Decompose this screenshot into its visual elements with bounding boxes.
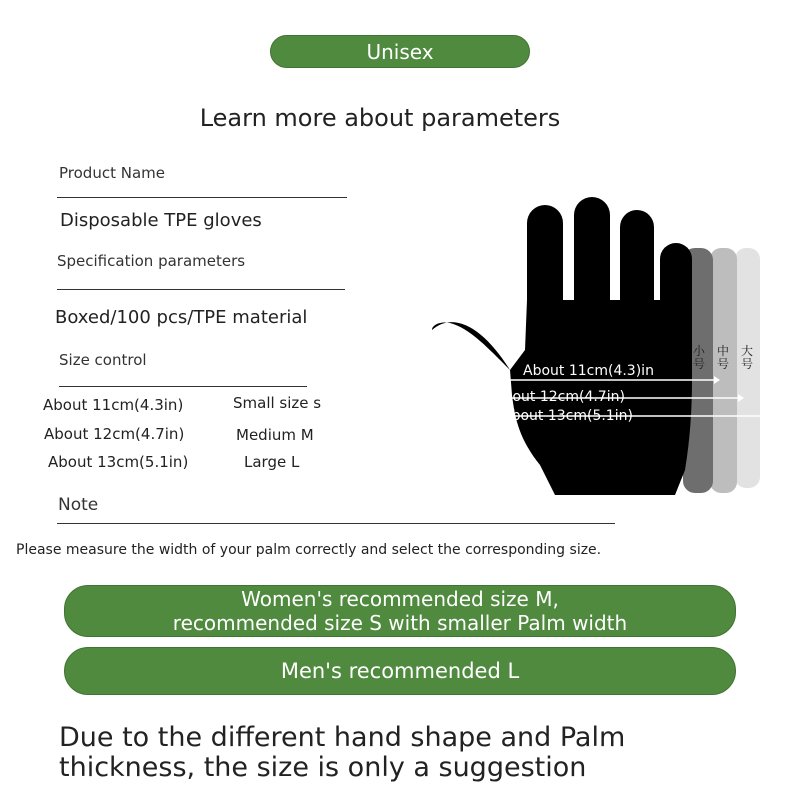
women-recommendation-line: Women's recommended size M, (241, 587, 559, 611)
unisex-badge-label: Unisex (366, 39, 434, 64)
size-name: Medium M (236, 426, 314, 444)
size-char-small: 小 (693, 344, 706, 358)
note-label: Note (58, 495, 99, 515)
size-measure: About 12cm(4.7in) (44, 425, 185, 443)
size-name: Small size s (233, 394, 322, 412)
hand-measure-label: About 13cm(5.1in) (502, 408, 633, 424)
product-name-value: Disposable TPE gloves (60, 210, 262, 231)
men-recommendation-banner (64, 647, 736, 695)
hand-silhouette (432, 197, 692, 495)
size-char-small: 号 (693, 357, 706, 371)
disclaimer-line: thickness, the size is only a suggestion (59, 752, 587, 783)
size-char-large: 大 (741, 344, 754, 358)
spec-value: Boxed/100 pcs/TPE material (55, 307, 308, 328)
size-measure: About 11cm(4.3in) (43, 396, 184, 414)
size-control-label: Size control (59, 351, 147, 369)
women-recommendation-banner (64, 585, 736, 637)
size-char-medium: 中 (717, 344, 730, 358)
spec-label: Specification parameters (57, 252, 246, 270)
page-title: Learn more about parameters (199, 104, 561, 132)
size-char-large: 号 (741, 357, 754, 371)
women-recommendation-line: recommended size S with smaller Palm width (172, 611, 628, 635)
divider (57, 523, 615, 524)
hand-measure-label: About 11cm(4.3)in (523, 363, 654, 379)
disclaimer-line: Due to the different hand shape and Palm (59, 722, 626, 753)
hand-measure-label: About 12cm(4.7in) (494, 389, 625, 405)
size-measure: About 13cm(5.1in) (48, 453, 189, 471)
product-name-label: Product Name (59, 164, 165, 182)
note-text: Please measure the width of your palm correctly and select the corresponding size. (16, 542, 602, 558)
men-recommendation-label: Men's recommended L (280, 659, 520, 683)
size-name: Large L (244, 453, 300, 471)
size-char-medium: 号 (717, 357, 730, 371)
